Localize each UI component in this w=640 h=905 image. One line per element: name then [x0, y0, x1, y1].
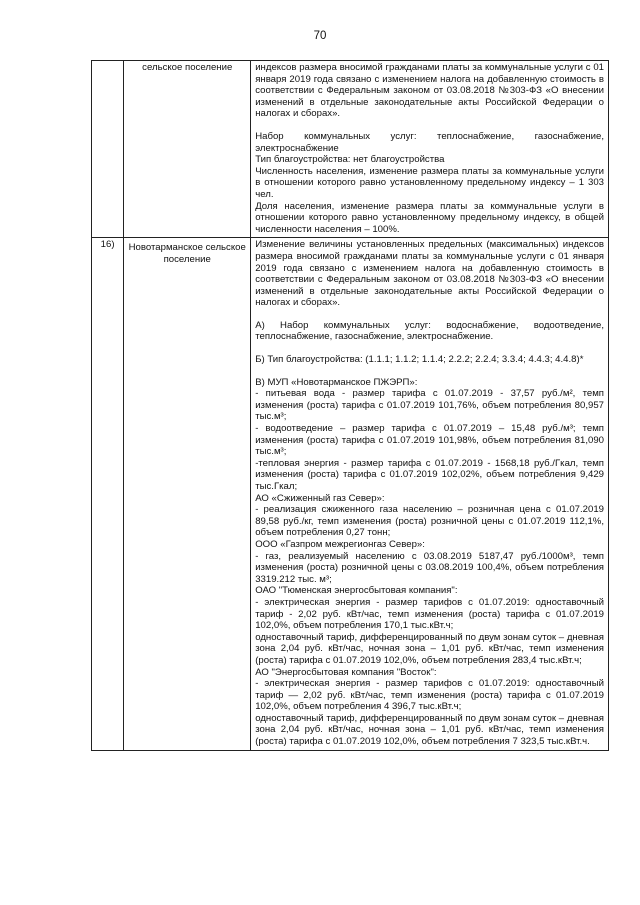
paragraph: ОАО "Тюменская энергосбытовая компания":: [255, 585, 458, 597]
description-cell: [251, 61, 609, 238]
row-number-cell: 16): [92, 238, 124, 750]
paragraph: АО «Сжиженный газ Север»:: [255, 492, 385, 504]
paragraph: Численность населения, изменение размера платы за коммунальные услуги в отношении которого равно установленному предельному индексу – 1 303 чел.: [255, 165, 604, 200]
paragraph: АО "Энергосбытовая компания "Восток":: [255, 666, 437, 678]
paragraph: - газ, реализуемый населению с 03.08.2019 5187,47 руб./1000м³, темп изменения (роста) розничной цены с 03.08.2019 100,4%, объем потребления 3319.212 тыс. м³;: [255, 550, 604, 585]
paragraph: Тип благоустройства: нет благоустройства: [255, 154, 445, 166]
paragraph: Изменение величины установленных предельных (максимальных) индексов размера вносимой гражданами платы за коммунальные услуги с 01 января 2019 года связано с изменением налога на добавленную стоимость в соответствии с Федеральным законом от 03.08.2018 №303-ФЗ «О внесении изменений в отдельные законодательные акты Российской Федерации о налогах и сборах».: [255, 239, 604, 309]
paragraph: одноставочный тариф, дифференцированный по двум зонам суток – дневная зона 2,04 руб. кВт/час, ночная зона – 1,01 руб. кВт/час, темп изменения (роста) тарифа с 01.07.2019 102,0%, объем потребления 7 323,5 тыс.кВт.ч.: [255, 712, 604, 748]
paragraph: - электрическая энергия - размер тарифов с 01.07.2019: одноставочный тариф - 2,02 руб. кВт/час, темп изменения (роста) тарифа с 01.07.2019 102,0%, объем потребления 170,1 тыс.кВт.ч;: [255, 596, 604, 632]
page-number: 70: [313, 30, 327, 42]
settlement-name-cell: сельское поселение: [124, 61, 251, 238]
table-row: [92, 61, 609, 238]
paragraph: - питьевая вода - размер тарифа с 01.07.2019 - 37,57 руб./м², темп изменения (роста) тарифа с 01.07.2019 101,76%, объем потребления 80,957 тыс.м³;: [255, 388, 604, 423]
paragraph: Доля населения, изменение размера платы за коммунальные услуги в отношении которого равно установленному предельному индексу, в общей численности населения – 100%.: [255, 200, 604, 235]
paragraph: одноставочный тариф, дифференцированный по двум зонам суток – дневная зона 2,04 руб. кВт/час, ночная зона – 1,01 руб. кВт/час, темп изменения (роста) тарифа с 01.07.2019 102,0%, объем потребления 283,4 тыс.кВт.ч;: [255, 631, 604, 666]
settlement-name-cell: Новотарманское сельское поселение: [124, 238, 251, 750]
paragraph: - электрическая энергия - размер тарифов с 01.07.2019: одноставочный тариф — 2,02 руб. кВт/час, темп изменения (роста) тарифа с 01.07.2019 102,0%, объем потребления 4 396,7 тыс.кВт.ч;: [255, 678, 604, 713]
description-cell: [251, 238, 609, 750]
paragraph: индексов размера вносимой гражданами платы за коммунальные услуги с 01 января 2019 года связано с изменением налога на добавленную стоимость в соответствии с Федеральным законом от 03.08.2018 №303-ФЗ «О внесении изменений в отдельные законодательные акты Российской Федерации о налогах и сборах».: [255, 62, 604, 120]
paragraph: -тепловая энергия - размер тарифа с 01.07.2019 - 1568,18 руб./Гкал, темп изменения (роста) тарифа с 01.07.2019 102,02%, объем потребления 9,429 тыс.Гкал;: [255, 457, 604, 492]
row-number-cell: [92, 61, 124, 238]
paragraph: Б) Тип благоустройства: (1.1.1; 1.1.2; 1.1.4; 2.2.2; 2.2.4; 3.3.4; 4.4.3; 4.4.8)*: [255, 354, 584, 366]
table-row: [92, 238, 609, 750]
paragraph: В) МУП «Новотарманское ПЖЭРП»:: [255, 376, 418, 388]
paragraph: - реализация сжиженного газа населению – розничная цена с 01.07.2019 89,58 руб./кг, темп изменения (роста) розничной цены с 01.07.2019 112,1%, объем потребления 0,27 тонн;: [255, 504, 604, 539]
document-table: [91, 60, 609, 751]
paragraph: - водоотведение – размер тарифа с 01.07.2019 – 15,48 руб./м³; темп изменения (роста) тарифа с 01.07.2019 101,98%, объем потребления 81,090 тыс.м³;: [255, 423, 604, 458]
paragraph: А) Набор коммунальных услуг: водоснабжение, водоотведение, теплоснабжение, газоснабжение, электроснабжение.: [255, 319, 604, 343]
paragraph: Набор коммунальных услуг: теплоснабжение, газоснабжение, электроснабжение: [255, 130, 604, 154]
paragraph: ООО «Газпром межрегионгаз Север»:: [255, 538, 425, 550]
